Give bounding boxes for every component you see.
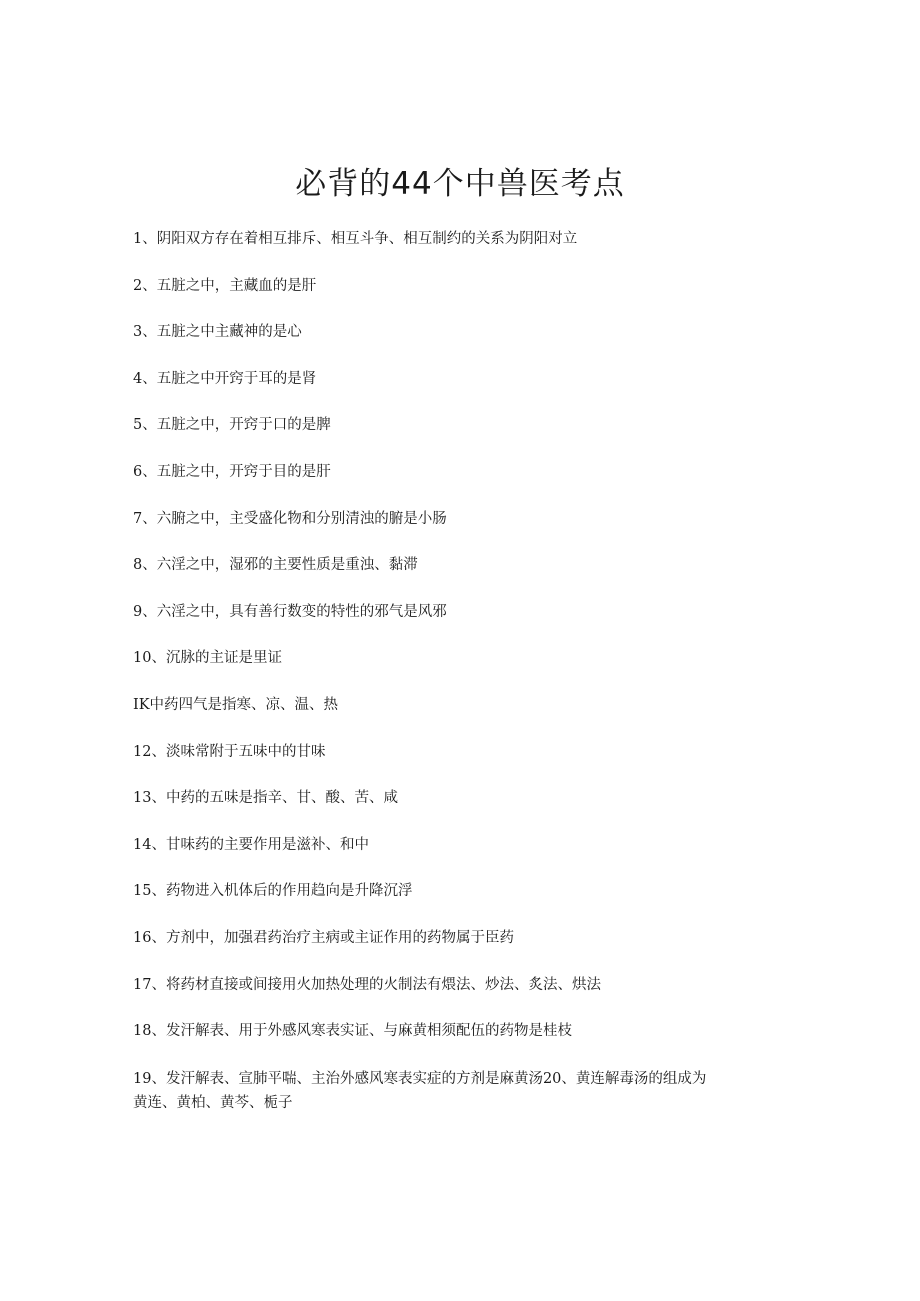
list-item: 8、六淫之中，湿邪的主要性质是重浊、黏滞: [133, 557, 418, 574]
list-item: 14、甘味药的主要作用是滋补、和中: [133, 836, 369, 853]
list-item: 19、发汗解表、宣肺平喘、主治外感风寒表实症的方剂是麻黄汤20、黄连解毒汤的组成为黄连、黄柏、黄芩、栀子: [133, 1070, 707, 1111]
list-item: 17、将药材直接或间接用火加热处理的火制法有煨法、炒法、炙法、烘法: [133, 976, 601, 993]
list-item: 7、六腑之中，主受盛化物和分别清浊的腑是小肠: [133, 510, 447, 527]
list-item: 16、方剂中，加强君药治疗主病或主证作用的药物属于臣药: [133, 929, 514, 946]
list-item: 3、五脏之中主藏神的是心: [133, 324, 302, 341]
list-item: 9、六淫之中，具有善行数变的特性的邪气是风邪: [133, 603, 447, 620]
document-title: 必背的44个中兽医考点: [295, 166, 625, 202]
list-item: 10、沉脉的主证是里证: [133, 650, 282, 667]
list-item: 18、发汗解表、用于外感风寒表实证、与麻黄相须配伍的药物是桂枝: [133, 1023, 572, 1040]
list-item: 15、药物进入机体后的作用趋向是升降沉浮: [133, 883, 413, 900]
list-item: 12、淡味常附于五味中的甘味: [133, 743, 326, 760]
list-item: 13、中药的五味是指辛、甘、酸、苦、咸: [133, 790, 398, 807]
list-item: 2、五脏之中，主藏血的是肝: [133, 277, 317, 294]
list-item: 6、五脏之中，开窍于目的是肝: [133, 463, 331, 480]
list-item: 1、阴阳双方存在着相互排斥、相互斗争、相互制约的关系为阴阳对立: [133, 231, 578, 247]
list-item: IK中药四气是指寒、凉、温、热: [133, 696, 339, 713]
list-item: 5、五脏之中，开窍于口的是脾: [133, 417, 331, 434]
list-item: 4、五脏之中开窍于耳的是肾: [133, 370, 317, 387]
key-points-list: [133, 228, 733, 1139]
